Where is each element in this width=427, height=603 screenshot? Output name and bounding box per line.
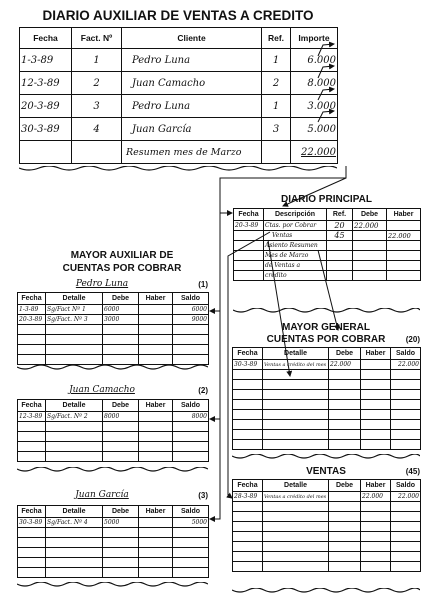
account-name: Juan García [75, 490, 129, 500]
account-table: Fecha Detalle Debe Haber Saldo 12-3-89 Sg/Fact. Nº 2 8000 8000 [17, 399, 209, 462]
arrow-icon [210, 213, 220, 519]
account-table: Fecha Detalle Debe Haber Saldo 1-3-89 Sg/Fact Nº 1 6000 6000 20-3-89 Sg/Fact. Nº 3 3000 9000 [17, 292, 209, 365]
table-row: 1-3-89 Sg/Fact Nº 1 6000 6000 [19, 306, 207, 313]
table-row: crédito [234, 271, 421, 281]
cliente-cell: Pedro Luna [122, 49, 262, 72]
account-name: Pedro Luna [75, 279, 129, 289]
cliente-cell: Juan Camacho [122, 72, 262, 95]
arrow-icon [318, 111, 334, 122]
summary-label: Resumen mes de Marzo [122, 141, 262, 164]
table-row: Asiento Resumen [234, 241, 421, 251]
table-row: Ventas 45 22.000 [234, 231, 421, 241]
table-row: 28-3-89 Ventas a crédito del mes 22.000 22.000 [234, 493, 419, 500]
arrow-icon [318, 44, 334, 56]
table-row: 20-3-89 Sg/Fact. Nº 3 3000 9000 [19, 316, 207, 323]
arrow-icon [268, 240, 290, 376]
table-row: 20-3-89 Ctas. por Cobrar 20 22.000 [234, 221, 421, 231]
header-cliente: Cliente [122, 28, 262, 49]
table-row: de Ventas a [234, 261, 421, 271]
table-row: 30-3-89 Ventas a crédito del mes 22.000 22.000 [234, 361, 419, 368]
fecha-cell: 12-3-89 [20, 72, 72, 95]
table-row: Mes de Marzo [234, 251, 421, 261]
mayor-general-title-2: CUENTAS POR COBRAR [266, 334, 386, 345]
mayor-auxiliar-title-2: CUENTAS POR COBRAR [62, 263, 182, 274]
account-number: (20) [405, 335, 420, 344]
header-descripcion: Descripción [264, 209, 327, 221]
fecha-cell: 30-3-89 [20, 118, 72, 141]
account-name: Juan Camacho [69, 385, 135, 395]
fact-cell: 3 [72, 95, 122, 118]
header-ref: Ref. [262, 28, 291, 49]
account-number: (1) [198, 280, 208, 289]
mayor-auxiliar-title-1: MAYOR AUXILIAR DE [70, 250, 174, 261]
importe-cell: 8.000 [291, 72, 338, 95]
account-table: Fecha Detalle Debe Haber Saldo 30-3-89 Sg/Fact. Nº 4 5000 5000 [17, 505, 209, 578]
header-fecha: Fecha [20, 28, 72, 49]
table-row: 12-3-89 Sg/Fact. Nº 2 8000 8000 [19, 413, 207, 420]
arrow-icon [283, 178, 346, 206]
header-haber: Haber [387, 209, 421, 221]
arrow-icon [228, 232, 270, 498]
header-fact: Fact. Nº [72, 28, 122, 49]
header-ref: Ref. [327, 209, 353, 221]
arrow-icon [318, 89, 334, 100]
table-row: 30-3-89 Sg/Fact. Nº 4 5000 5000 [19, 519, 207, 526]
fact-cell: 2 [72, 72, 122, 95]
ventas-table: Fecha Detalle Debe Haber Saldo 28-3-89 Ventas a crédito del mes 22.000 22.000 [232, 479, 421, 572]
account-number: (45) [405, 467, 420, 476]
ventas-title: VENTAS [306, 466, 346, 477]
importe-cell: 6.000 [291, 49, 338, 72]
header-importe: Importe [291, 28, 338, 49]
importe-cell: 3.000 [291, 95, 338, 118]
importe-cell: 5.000 [291, 118, 338, 141]
account-number: (2) [198, 386, 208, 395]
cliente-cell: Pedro Luna [122, 95, 262, 118]
fact-cell: 4 [72, 118, 122, 141]
ref-cell: 1 [262, 95, 291, 118]
fecha-cell: 20-3-89 [20, 95, 72, 118]
mayor-general-title-1: MAYOR GENERAL [282, 322, 370, 333]
header-debe: Debe [353, 209, 387, 221]
arrow-icon [318, 66, 334, 78]
diario-principal-title: DIARIO PRINCIPAL [281, 194, 372, 205]
cliente-cell: Juan García [122, 118, 262, 141]
diario-auxiliar-title: DIARIO AUXILIAR DE VENTAS A CREDITO [42, 8, 314, 23]
ref-cell: 2 [262, 72, 291, 95]
fact-cell: 1 [72, 49, 122, 72]
ref-cell: 1 [262, 49, 291, 72]
header-fecha: Fecha [234, 209, 264, 221]
fecha-cell: 1-3-89 [20, 49, 72, 72]
mayor-general-table: Fecha Detalle Debe Haber Saldo 30-3-89 Ventas a crédito del mes 22.000 22.000 [232, 347, 421, 450]
summary-total: 22.000 [291, 141, 338, 164]
account-number: (3) [198, 491, 208, 500]
ref-cell: 3 [262, 118, 291, 141]
arrow-icon [318, 250, 338, 330]
